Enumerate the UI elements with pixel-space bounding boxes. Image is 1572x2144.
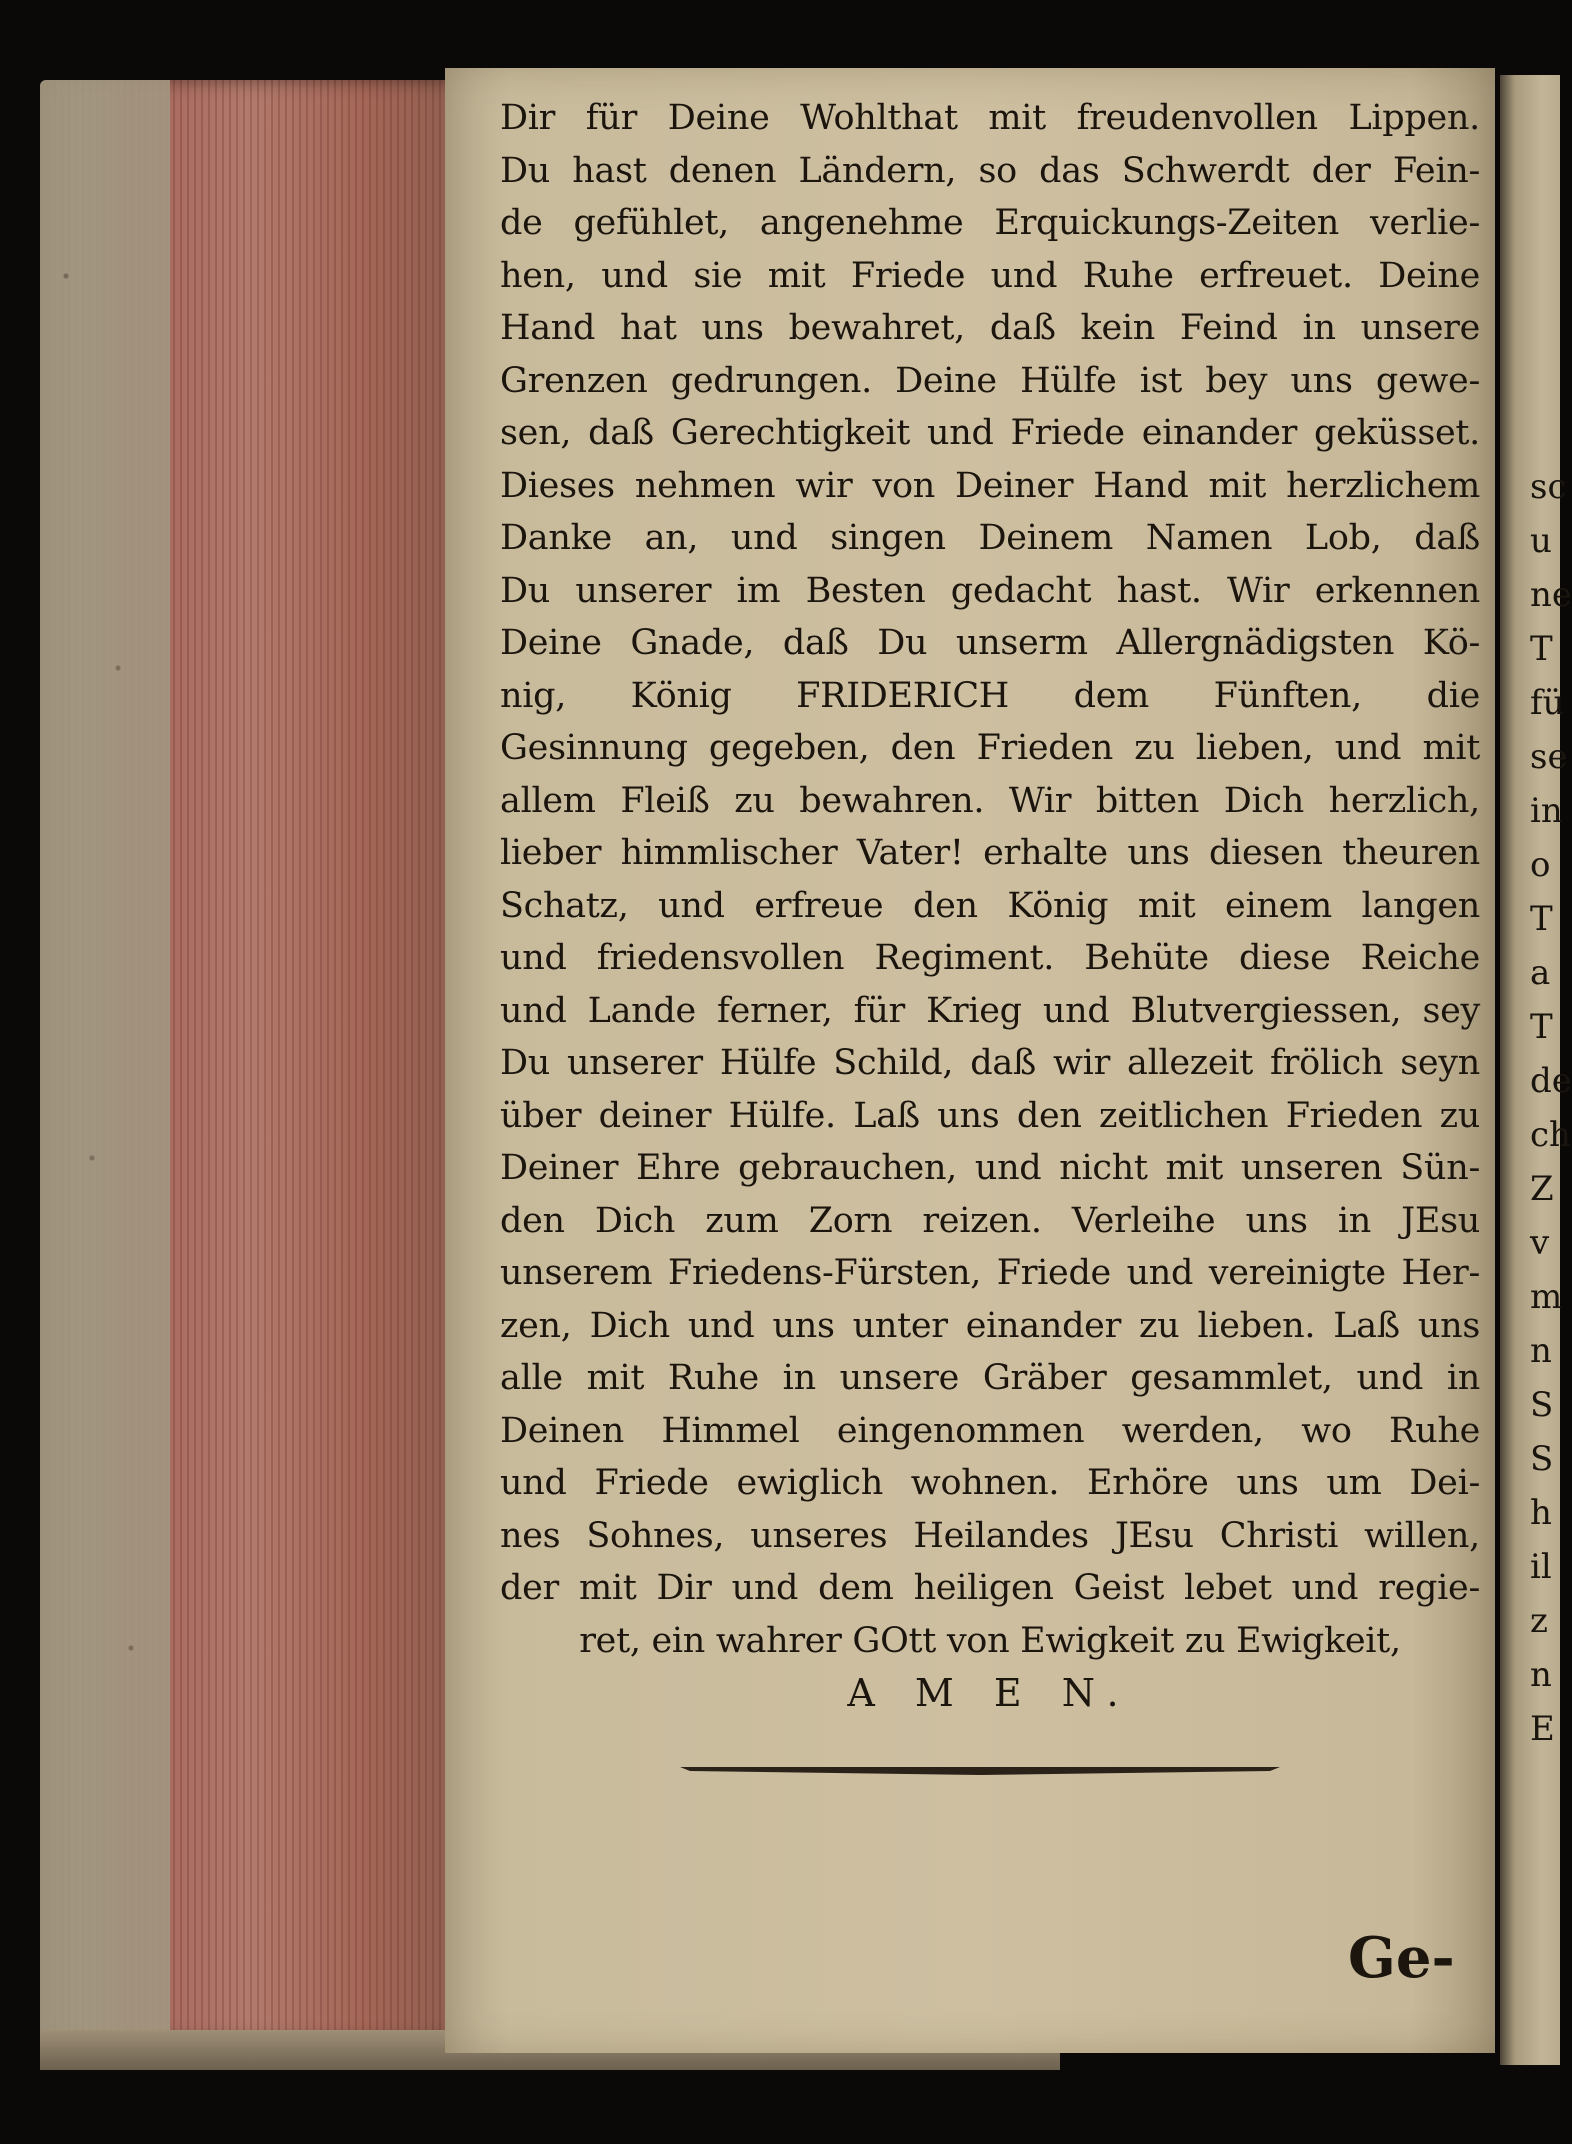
next-page-fragment: m — [1530, 1277, 1563, 1317]
text-line: Du unserer im Besten gedacht hast. Wir erkennen — [500, 570, 1480, 611]
text-line: nig, König FRIDERICH dem Fünften, die — [500, 675, 1480, 716]
text-line: Grenzen gedrungen. Deine Hülfe ist bey uns gewe- — [500, 360, 1480, 401]
text-line: über deiner Hülfe. Laß uns den zeitlichen Frieden zu — [500, 1095, 1480, 1136]
next-page-fragment: n — [1530, 1331, 1552, 1371]
text-line: und friedensvollen Regiment. Behüte diese Reiche — [500, 938, 1480, 978]
amen-line: A M E N. — [847, 1671, 1133, 1715]
next-page-fragment: u — [1530, 521, 1552, 561]
next-page-fragment: T — [1530, 899, 1553, 939]
next-page-fragment: Z — [1530, 1169, 1554, 1209]
ornamental-rule — [680, 1762, 1280, 1776]
next-page-fragment: in — [1530, 791, 1563, 831]
next-page-fragment: de — [1530, 1061, 1572, 1101]
text-line: Du unserer Hülfe Schild, daß wir allezeit frölich seyn — [500, 1043, 1480, 1083]
next-page-fragment: n — [1530, 1655, 1552, 1695]
next-page-fragment: o — [1530, 845, 1551, 885]
text-line: Schatz, und erfreue den König mit einem langen — [500, 885, 1480, 926]
next-page-fragment: T — [1530, 629, 1553, 669]
next-page-fragment: S — [1530, 1439, 1554, 1479]
next-page-fragment: fü — [1530, 683, 1565, 723]
text-line: und Lande ferner, für Krieg und Blutvergiessen, sey — [500, 990, 1480, 1031]
text-line: de gefühlet, angenehme Erquickungs-Zeiten verlie- — [500, 203, 1480, 243]
next-page-fragment: se — [1530, 737, 1568, 777]
next-page-fragment: v — [1530, 1223, 1550, 1263]
book-fore-edge-speckle — [40, 80, 170, 2040]
text-line: Dieses nehmen wir von Deiner Hand mit herzlichem — [500, 465, 1480, 506]
text-line: hen, und sie mit Friede und Ruhe erfreuet. Deine — [500, 255, 1480, 296]
next-page-fragment: E — [1530, 1709, 1555, 1749]
next-page-fragment: S — [1530, 1385, 1554, 1425]
text-line: Deinen Himmel eingenommen werden, wo Ruhe — [500, 1410, 1480, 1451]
text-line: sen, daß Gerechtigkeit und Friede einander geküsset. — [500, 413, 1480, 453]
next-page-fragment: h — [1530, 1493, 1552, 1533]
next-page-text-fragments — [1530, 460, 1572, 1756]
page-text — [500, 92, 1480, 1720]
next-page-fragment: ne — [1530, 575, 1572, 615]
text-line: Hand hat uns bewahret, daß kein Feind in unsere — [500, 308, 1480, 348]
text-line: Dir für Deine Wohlthat mit freudenvollen Lippen. — [500, 98, 1480, 138]
text-line: Gesinnung gegeben, den Frieden zu lieben, und mit — [500, 728, 1480, 768]
text-line: der mit Dir und dem heiligen Geist lebet und regie- — [500, 1568, 1480, 1608]
text-line: ret, ein wahrer GOtt von Ewigkeit zu Ewigkeit, — [579, 1620, 1401, 1661]
text-line: allem Fleiß zu bewahren. Wir bitten Dich herzlich, — [500, 780, 1480, 821]
next-page-fragment: z — [1530, 1601, 1548, 1641]
text-line: lieber himmlischer Vater! erhalte uns diesen theuren — [500, 833, 1480, 873]
next-page-fragment: il — [1530, 1547, 1552, 1587]
next-page-fragment: sc — [1530, 467, 1567, 507]
text-line: Danke an, und singen Deinem Namen Lob, daß — [500, 518, 1480, 558]
next-page-fragment: ch — [1530, 1115, 1571, 1155]
text-line: den Dich zum Zorn reizen. Verleihe uns in JEsu — [500, 1200, 1480, 1241]
text-line: Du hast denen Ländern, so das Schwerdt der Fein- — [500, 150, 1480, 191]
text-line: alle mit Ruhe in unsere Gräber gesammlet, und in — [500, 1358, 1480, 1398]
next-page-fragment: a — [1530, 953, 1551, 993]
text-line: unserem Friedens-Fürsten, Friede und vereinigte Her- — [500, 1253, 1480, 1293]
next-page-fragment: T — [1530, 1007, 1553, 1047]
text-line: und Friede ewiglich wohnen. Erhöre uns um Dei- — [500, 1463, 1480, 1503]
text-line: Deine Gnade, daß Du unserm Allergnädigsten Kö- — [500, 623, 1480, 663]
catchword: Ge- — [1348, 1925, 1455, 1991]
text-line: Deiner Ehre gebrauchen, und nicht mit unseren Sün- — [500, 1148, 1480, 1188]
text-line: zen, Dich und uns unter einander zu lieben. Laß uns — [500, 1305, 1480, 1346]
text-line: nes Sohnes, unseres Heilandes JEsu Christi willen, — [500, 1515, 1480, 1556]
